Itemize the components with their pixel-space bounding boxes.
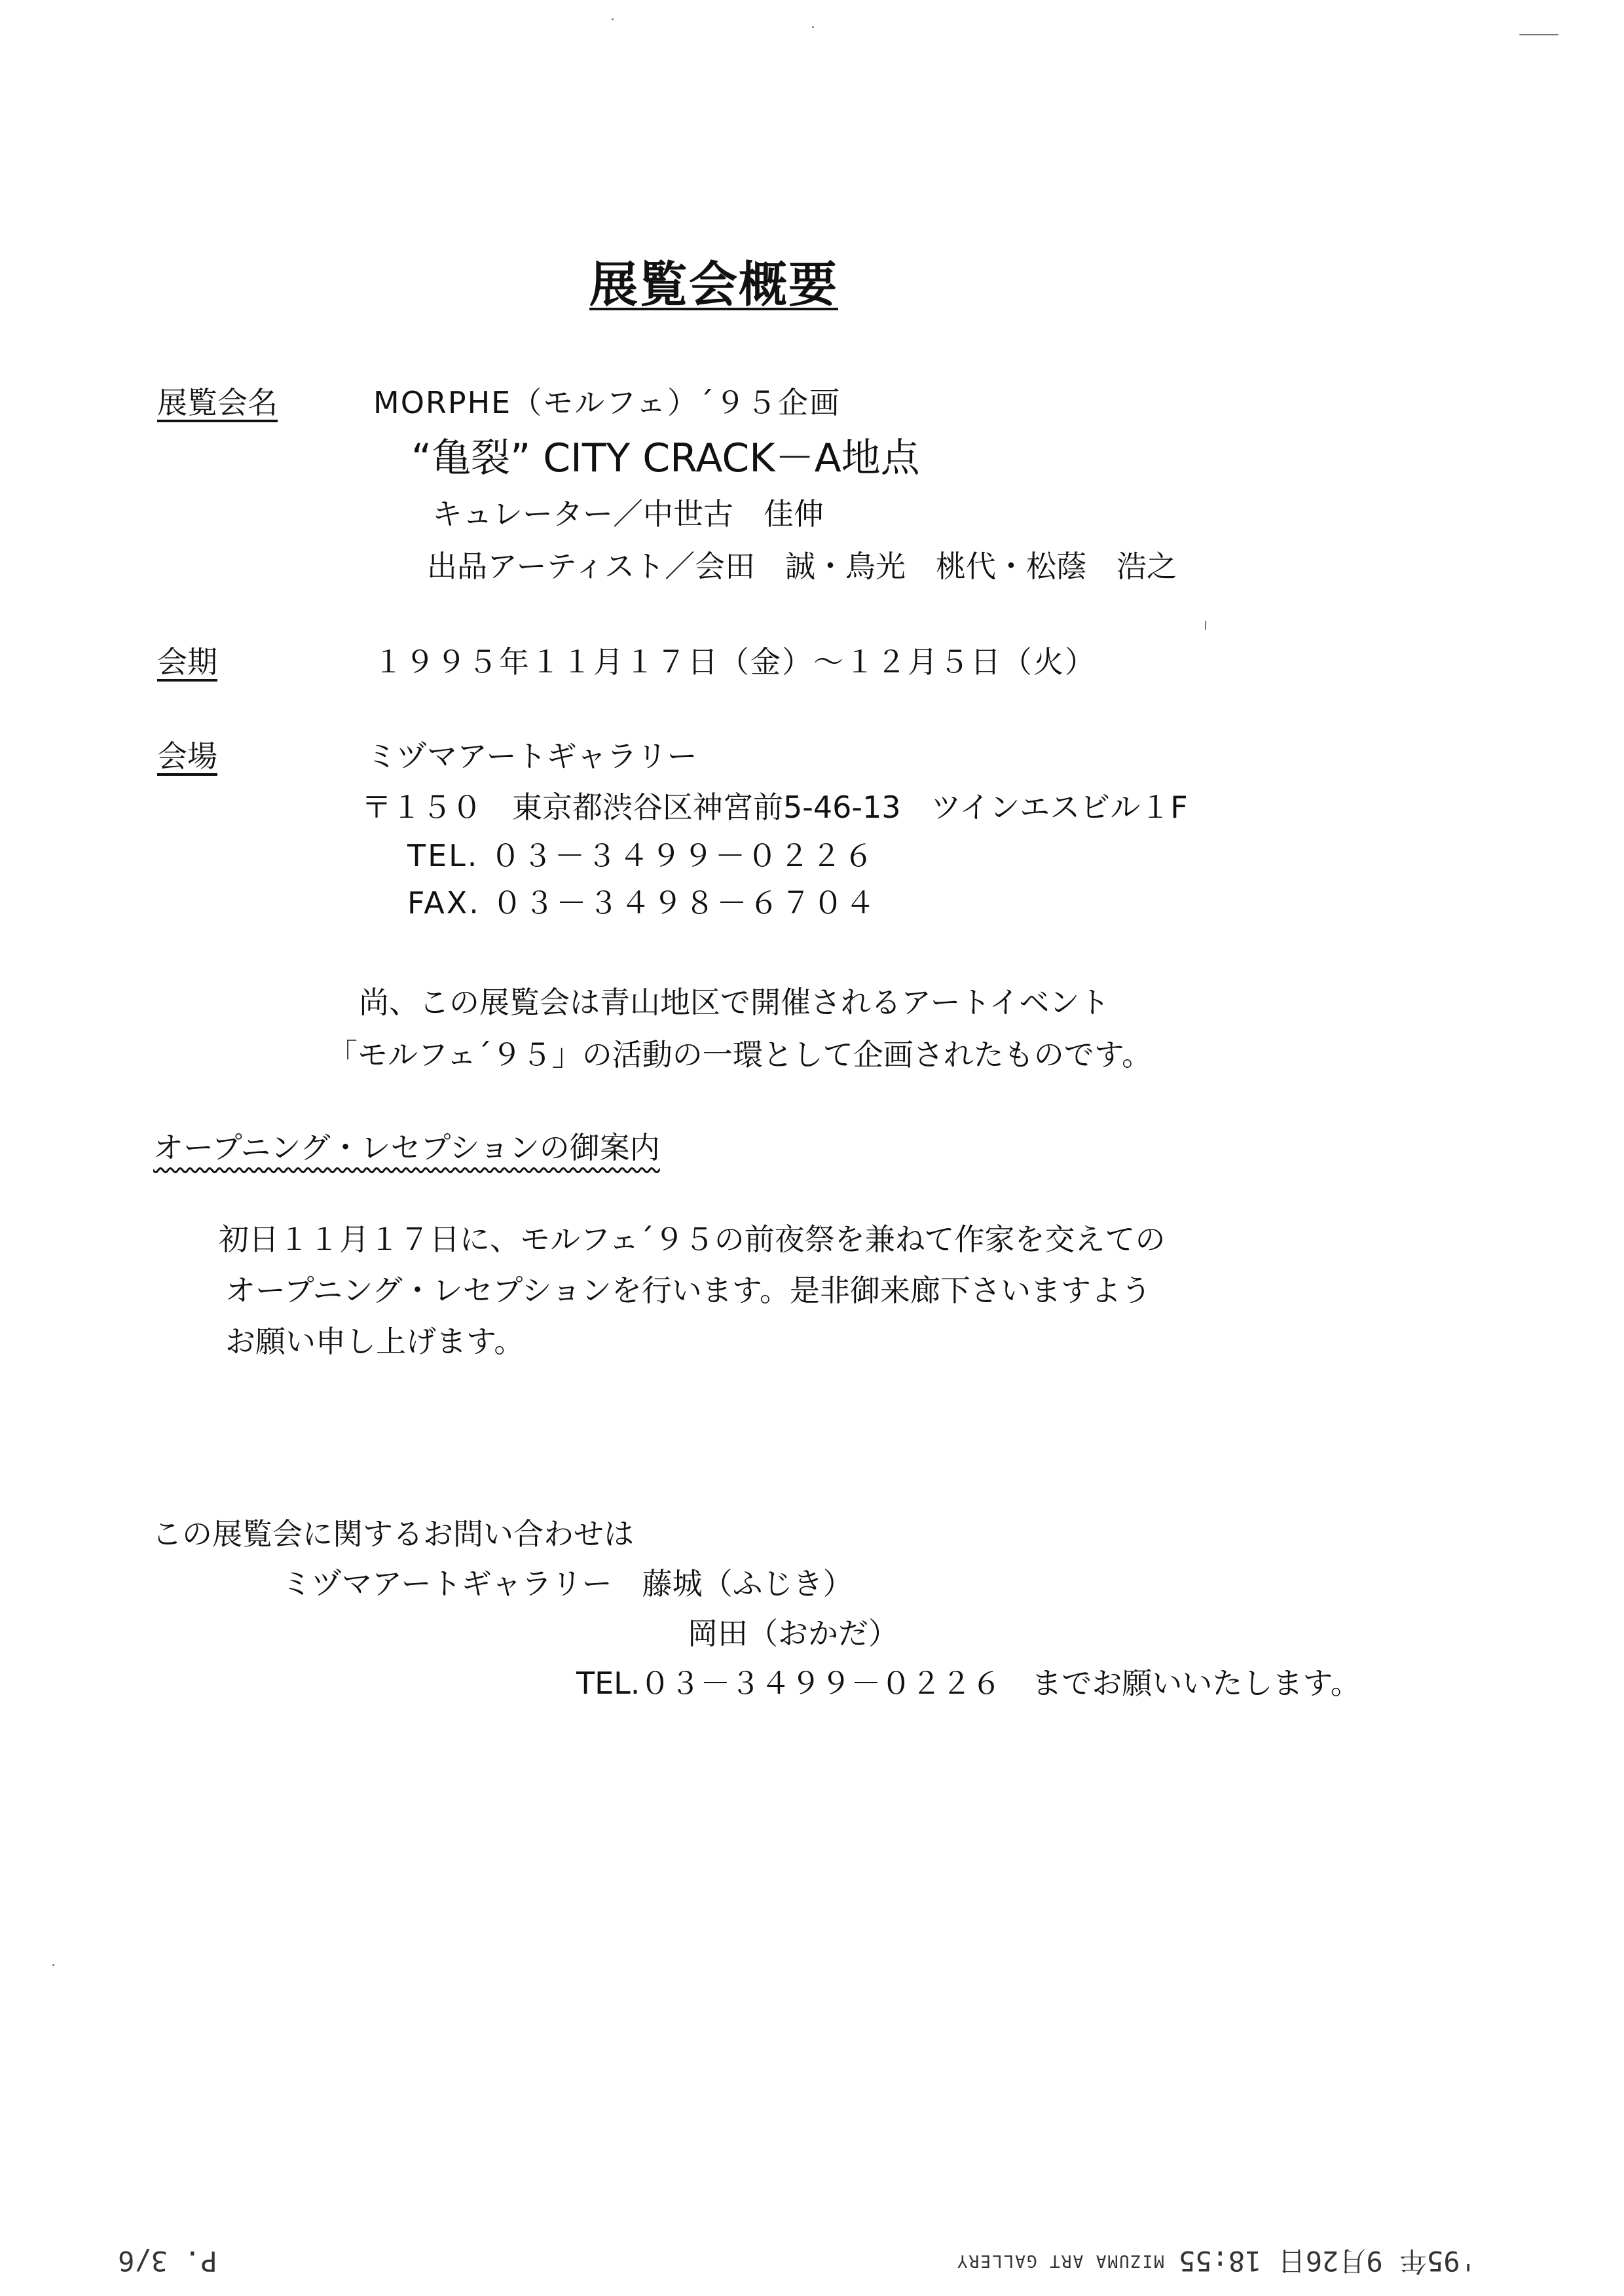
- period-value: １９９５年１１月１７日（金）～１２月５日（火）: [373, 644, 1096, 680]
- scan-speck: [612, 18, 614, 20]
- period-label: 会期: [157, 644, 217, 680]
- reception-line-2: オープニング・レセプションを行います。是非御来廊下さいますよう: [225, 1273, 1152, 1308]
- reception-line-3: お願い申し上げます。: [225, 1324, 525, 1359]
- reception-line-1: 初日１１月１７日に、モルフェ´９５の前夜祭を兼ねて作家を交えての: [219, 1222, 1166, 1257]
- venue-tel: TEL. ０３－３４９９－０２２６: [407, 838, 876, 873]
- note-line-2: 「モルフェ´９５」の活動の一環として企画されたものです。: [327, 1037, 1153, 1072]
- artists: 出品アーティスト／会田 誠・鳥光 桃代・松蔭 浩之: [427, 549, 1177, 584]
- venue-fax: FAX. ０３－３４９８－６７０４: [407, 885, 877, 920]
- venue-address: 〒１５０ 東京都渋谷区神宮前5-46-13 ツインエスビル１F: [361, 790, 1188, 825]
- contact-line-2: 岡田（おかだ）: [688, 1616, 898, 1651]
- reception-heading: オープニング・レセプションの御案内: [153, 1130, 660, 1165]
- scan-speck: [1205, 621, 1206, 630]
- contact-line-1: ミヅマアートギャラリー 藤城（ふじき）: [282, 1566, 853, 1601]
- venue-name: ミヅマアートギャラリー: [367, 738, 697, 774]
- exhibition-series: MORPHE（モルフェ）´９５企画: [373, 385, 841, 420]
- curator: キュレーター／中世古 佳伸: [432, 496, 824, 532]
- venue-label: 会場: [157, 738, 217, 774]
- fax-page-number: P. 3/6: [118, 2245, 217, 2277]
- exhibition-label: 展覧会名: [157, 385, 278, 420]
- fax-sender: MIZUMA ART GALLERY: [956, 2251, 1164, 2270]
- note-line-1: 尚、この展覧会は青山地区で開催されるアートイベント: [359, 985, 1110, 1020]
- fax-timestamp: '95年 9月26日 18:55: [1179, 2245, 1477, 2277]
- page-title: 展覧会概要: [589, 257, 838, 313]
- contact-line-3: TEL.０３－３４９９－０２２６ までお願いいたします。: [576, 1666, 1361, 1701]
- scan-speck: [812, 26, 814, 28]
- scan-speck: [52, 1964, 54, 1966]
- contact-intro: この展覧会に関するお問い合わせは: [152, 1516, 634, 1552]
- scan-speck: [1519, 34, 1559, 35]
- exhibition-title: “亀裂” CITY CRACK－A地点: [411, 435, 920, 481]
